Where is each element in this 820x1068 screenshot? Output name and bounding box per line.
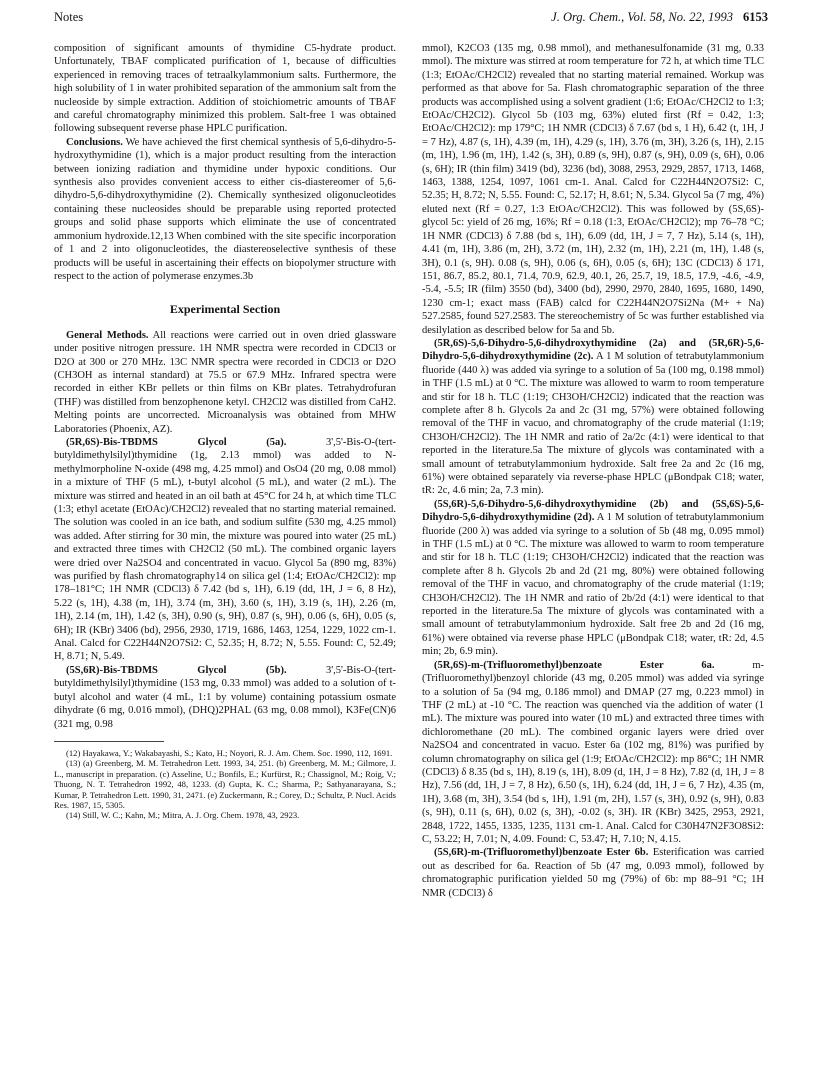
glycol-5b-text: 3',5'-Bis-O-(tert-butyldimethylsilyl)thymidine (153 mg, 0.33 mmol) was added to a solution of t-butyl alcohol and water (4 mL, 1:1 by volume) containing potassium osmate dihydrate (6 mg, 0.016 mmol), (DHQ)2PHAL (63 mg, 0.08 mmol), K3Fe(CN)6 (321 mg, 0.98 [54, 664, 396, 730]
glycol-5b-paragraph [54, 664, 396, 731]
glycols-2a-2c-text: A 1 M solution of tetrabutylammonium fluoride (440 λ) was added via syringe to a solution of 5a (100 mg, 0.198 mmol) in THF (1.5 mL) at 0 °C. The mixture was allowed to warm to room temperature and stir for 18 h. TLC (1:19; CH3OH/CH2Cl2) indicated that the reaction was complete after 8 h. Glycols 2a and 2c (31 mg, 57%) were obtained following removal of the THF in vacuo, and chromatography of the crude material (1:19; CH3OH/CH2Cl2). The 1H NMR and ratio of 2a/2c (4:1) were identical to that reported in the literature.5a The mixture of glycols was contaminated with a small amount of tetrabutylammonium hydroxide. Salt free 2a and 2c (16 mg, 61%) were obtained separately via reverse-phase HPLC (μBondpak C18; water, tR: 2c, 4.6 min; 2a, 7.3 min). [422, 351, 764, 497]
conclusions-heading: Conclusions. [66, 136, 123, 148]
ester-6b-text: Esterification was carried out as described for 6a. Reaction of 5b (47 mg, 0.093 mmol), followed by chromatographic purification yielded 50 mg (79%) of 6b: mp 88–91 °C; 1H NMR (CDCl3) δ [422, 847, 764, 899]
intro-paragraph: composition of significant amounts of thymidine C5-hydrate product. Unfortunately, TBAF complicated purification of 1, because of difficulties experienced in removing traces of tetraalkylammonium salts. Furthermore, the high solubility of 1 in water prohibited separation of the ammonium salt from the nucleoside by simple extraction. Addition of stoichiometric amounts of TBAF and careful chromatography minimized this problem. Salt-free 1 was obtained following subsequent reverse phase HPLC purification. [54, 43, 396, 135]
page-number: 6153 [743, 10, 768, 24]
experimental-section-title: Experimental Section [169, 302, 281, 317]
journal-citation [551, 10, 768, 25]
general-methods-heading: General Methods. [66, 329, 149, 341]
glycols-2a-2c-heading: (5R,6S)-5,6-Dihydro-5,6-dihydroxythymidine (2a) and (5R,6R)-5,6-Dihydro-5,6-dihydroxythymidine (2c). [422, 337, 764, 363]
conclusions-paragraph [54, 136, 396, 283]
footnote: (13) (a) Greenberg, M. M. Tetrahedron Lett. 1993, 34, 251. (b) Greenberg, M. M.; Gilmore, J. L., manuscript in preparation. (c) Asseline, U.; Bonfils, E.; Kurfürst, R.; Chassignol, M.; Roig, V.; Thuong, N. T. Tetrahedron 1992, 48, 1233. (d) Gupta, K. C.; Sharma, P.; Sathyanarayana, S.; Kumar, P. Tetrahedron Lett. 1990, 31, 2471. (e) Zuckermann, R.; Corey, D.; Schultz, P. Nucl. Acids Res. 1987, 15, 5305. [54, 758, 396, 810]
journal-name: J. Org. Chem., Vol. 58, No. 22, 1993 [551, 10, 733, 24]
ester-6a-text: m-(Trifluoromethyl)benzoyl chloride (43 mg, 0.205 mmol) was added via syringe to a solution of 5a (94 mg, 0.186 mmol) and DMAP (27 mg, 0.223 mmol) in THF (2 mL) at -10 °C. The reaction was quenched via the addition of water (1 mL). The mixture was poured into water (10 mL) and extracted three times with dichloromethane (20 mL). The combined organic layers were dried over Na2SO4 and concentrated in vacuo. Ester 6a (102 mg, 81%) was purified by column chromatography on silica gel (1:9; EtOAc/CH2Cl2): mp 86°C; 1H NMR (CDCl3) δ 8.35 (bd s, 1H), 8.19 (s, 1H), 8.09 (d, 1H, J = 8 Hz), 7.82 (d, 1H, J = 8 Hz), 7.56 (dd, 1H, J = 7, 8 Hz), 6.50 (s, 1H), 6.24 (dd, 1H, J = 6, 7 Hz), 4.35 (m, 1H), 3.68 (m, 3H), 3.54 (bd s, 1H), 1.91 (m, 2H), 1.57 (s, 3H), 0.92 (s, 9H), 0.83 (s, 9H), 0.11 (s, 6H), 0.02 (s, 3H), -0.02 (s, 3H). IR (KBr) 3425, 2953, 2921, 2848, 1722, 1455, 1335, 1235, 1131 cm-1. Anal. Calcd for C30H47N2F3O8Si2: C, 53.22; H, 7.01; N, 4.09. Found: C, 53.47; H, 7.10; N, 4.15. [422, 659, 764, 845]
ester-6a-heading: (5R,6S)-m-(Trifluoromethyl)benzoate Ester 6a. [434, 659, 715, 671]
ester-6b-heading: (5S,6R)-m-(Trifluoromethyl)benzoate Ester 6b. [434, 847, 649, 859]
footnotes [54, 748, 396, 821]
glycol-5a-text: 3',5'-Bis-O-(tert-butyldimethylsilyl)thymidine (1g, 2.13 mmol) was added to N-methylmorpholine N-oxide (498 mg, 4.25 mmol) and OsO4 (20 mg, 0.08 mmol) in a mixture of THF (5 mL), t-butyl alcohol (5 mL), and water (2 mL). The mixture was stirred and heated in an oil bath at 45°C for 24 h, at which time TLC (1:3; ethyl acetate (EtOAc)/CH2Cl2) revealed that no starting material remained. The solution was cooled in an ice bath, and sodium sulfite (530 mg, 4.25 mmol) was added. After stirring for 30 min, the mixture was poured into water (25 mL) and extracted three times with CH2Cl2 (50 mL). The combined organic layers were dried over Na2SO4 and concentrated in vacuo. Glycol 5a (890 mg, 83%) was purified by flash chromatography14 on silica gel (1:4; EtOAc/CH2Cl2): mp 178–181°C; 1H NMR (CDCl3) δ 7.42 (bd s, 1H), 6.19 (dd, 1H, J = 6, 8 Hz), 5.22 (s, 1H), 4.38 (m, 1H), 3.74 (m, 3H), 3.60 (s, 1H), 3.19 (s, 1H), 2.26 (m, 1H), 2.14 (m, 1H), 1.42 (s, 3H), 0.90 (s, 9H), 0.87 (s, 9H), 0.06 (s, 6H), 0.05 (s, 6H); IR (KBr) 3406 (bd), 2956, 2930, 1719, 1686, 1463, 1254, 1229, 1022 cm-1. Anal. Calcd for C22H44N2O7Si2: C, 52.35; H, 8.72; N, 5.55. Found: C, 52.49; H, 8.71; N, 5.49. [54, 436, 396, 663]
glycols-2a-2c-paragraph [422, 337, 764, 498]
glycols-2b-2d-text: A 1 M solution of tetrabutylammonium fluoride (200 λ) was added via syringe to a solution of 5b (48 mg, 0.095 mmol) in THF (1.5 mL) at 0 °C. The mixture was allowed to warm to room temperature and stir for 18 h. TLC (1:19; CH3OH/CH2Cl2) indicated that the reaction was complete after 8 h. Glycols 2b and 2d (21 mg, 80%) were obtained following removal of the THF in vacuo, and chromatography of the crude material (1:19; CH3OH/CH2Cl2). The 1H NMR and ratio of 2b/2d (4:1) were identical to that reported in the literature.5a The mixture of glycols was contaminated with a small amount of tetrabutylammonium hydroxide. Salt free 2b and 2d (16 mg, 61%) were obtained via reverse phase HPLC (μBondpak C18; water, tR: 2d, 4.5 min; 2b, 6.9 min). [422, 512, 764, 658]
left-column [54, 42, 396, 1058]
conclusions-text: We have achieved the first chemical synthesis of 5,6-dihydro-5-hydroxythymidine (1), which is a major product resulting from the interaction between ionizing radiation and thymidine under hypoxic conditions. Our synthesis also provides convenient access to either cis-diastereomer of 5,6-dihydro-5,6-dihydroxythymidine (2). Chemically synthesized oligonucleotides containing these nucleosides should be preparable using reported protected groups and solid phase supports which eliminate the use of concentrated ammonium hydroxide.12,13 When combined with the site specific incorporation of 1 and 2 into oligonucleotides, the diastereoselective synthesis of these products will be useful in ascertaining their effects on biopolymer structure with respect to the action of polymerase enzymes.3b [54, 136, 396, 282]
section-label: Notes [54, 10, 84, 24]
ester-6b-paragraph [422, 846, 764, 900]
general-methods-paragraph [54, 329, 396, 436]
glycol-5a-paragraph [54, 436, 396, 664]
general-methods-text: All reactions were carried out in oven dried glassware under positive nitrogen pressure. 1H NMR spectra were recorded in CDCl3 or D2O at 300 or 270 MHz. 13C NMR spectra were recorded in CDCl3 or D2O (CH3OH as internal standard) at 75.5 or 67.9 MHz. Infrared spectra were recorded in either KBr pellets or thin films on KBr plates. Tetrahydrofuran (THF) was distilled from benzophenone ketyl. CH2Cl2 was distilled from CaH2. Melting points are uncorrected. Microanalysis was obtained from MHW Laboratories (Phoenix, AZ). [54, 329, 396, 435]
glycols-2b-2d-heading: (5S,6R)-5,6-Dihydro-5,6-dihydroxythymidine (2b) and (5S,6S)-5,6-Dihydro-5,6-dihydroxythymidine (2d). [422, 498, 764, 524]
footnote: (12) Hayakawa, Y.; Wakabayashi, S.; Kato, H.; Noyori, R. J. Am. Chem. Soc. 1990, 112, 1691. [66, 747, 393, 758]
footnote: (14) Still, W. C.; Kahn, M.; Mitra, A. J. Org. Chem. 1978, 43, 2923. [66, 810, 300, 821]
glycols-2b-2d-paragraph [422, 498, 764, 659]
ester-6a-paragraph [422, 659, 764, 847]
right-column [422, 42, 764, 1058]
glycol-5b-heading: (5S,6R)-Bis-TBDMS Glycol (5b). [66, 664, 287, 676]
continued-paragraph: mmol), K2CO3 (135 mg, 0.98 mmol), and methanesulfonamide (31 mg, 0.33 mmol). The mixture was stirred at room temperature for 72 h, at which time TLC (1:3; EtOAc/CH2Cl2) revealed that no starting material remained. Workup was performed as that above for 5a. Flash chromatographic separation of the three products was accomplished using a solvent gradient (1:6; EtOAc/CH2Cl2 to 1:3; EtOAc/CH2Cl2). Glycol 5b (103 mg, 63%) eluted first (Rf = 0.42, 1:3; EtOAc/CH2Cl2): mp 179°C; 1H NMR (CDCl3) δ 7.67 (bd s, 1 H), 6.42 (t, 1H, J = 7 Hz), 4.87 (s, 1H), 4.39 (m, 1H), 4.29 (s, 1H), 3.76 (m, 3H), 3.26 (s, 1H), 2.15 (m, 1H), 1.96 (m, 1H), 1.42 (s, 3H), 0.89 (s, 9H), 0.87 (s, 9H), 0.09 (s, 6H), 0.06 (s, 6H); IR (thin film) 3419 (bd), 3236 (bd), 3088, 2953, 2929, 2857, 1713, 1468, 1463, 1388, 1254, 1097, 1061 cm-1. Anal. Calcd for C22H44N2O7Si2: C, 52.35; H, 8.72; N, 5.55. Found: C, 52.17; H, 8.61; N, 5.34. Glycol 5a (7 mg, 4%) eluted next (Rf = 0.27, 1:3 EtOAc/CH2Cl2). This was followed by (5S,6S)-glycol 5c: yield of 26 mg, 16%; Rf = 0.18 (1:3, EtOAc/CH2Cl2); mp 76–78 °C; 1H NMR (CDCl3) δ 7.88 (bd s, 1H), 6.09 (dd, 1H, J = 7, 7 Hz), 5.14 (s, 1H), 4.41 (m, 1H), 3.86 (m, 2H), 3.72 (m, 1H), 2.32 (m, 1H), 2.21 (m, 1H), 1.48 (s, 3H), 0.1 (s, 9H). 0.08 (s, 9H), 0.06 (s, 6H), 0.05 (s, 6H); 13C (CDCl3) δ 171, 151, 86.7, 85.2, 80.1, 71.4, 70.9, 62.9, 40.1, 26, 25.7, 19, 18.5, 17.9, -4.6, -4.9, -5.4, -5.5; IR (film) 3550 (bd), 3400 (bd), 2990, 2970, 2840, 1695, 1680, 1490, 1230 cm-1; exact mass (FAB) calcd for C22H44N2O7Si2Na (M+ + Na) 527.2585, found 527.2583. The stereochemistry of 5c was further established via desilylation as described below for 5a and 5b. [422, 43, 764, 336]
glycol-5a-heading: (5R,6S)-Bis-TBDMS Glycol (5a). [66, 436, 287, 448]
running-header [54, 10, 768, 32]
footnote-divider [54, 741, 164, 742]
